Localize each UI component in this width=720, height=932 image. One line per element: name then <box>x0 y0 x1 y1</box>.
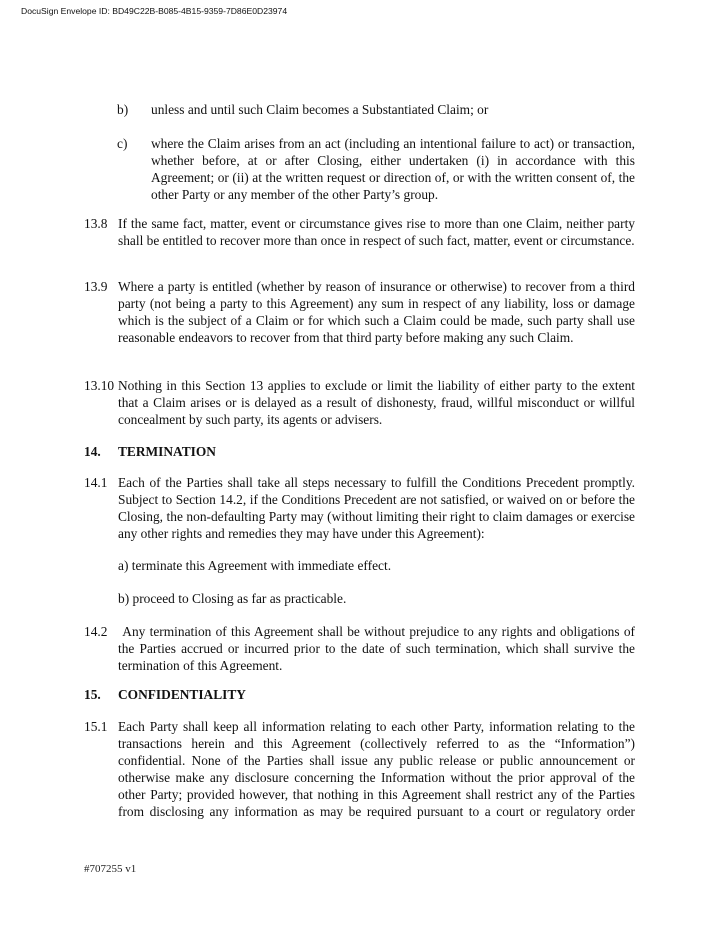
clause-number: 13.10 <box>84 378 115 393</box>
item-label: c) <box>117 136 128 151</box>
clause-13-7-b <box>117 101 635 118</box>
section-heading-confidentiality <box>84 686 246 703</box>
clause-number: 14.1 <box>84 475 108 490</box>
clause-13-9 <box>84 278 635 346</box>
clause-14-1 <box>84 474 635 542</box>
clause-13-8 <box>84 215 635 249</box>
section-number: 15. <box>84 687 101 702</box>
item-text: where the Claim arises from an act (including an intentional failure to act) or transaction, whether before, at or after Closing, either undertaken (i) in accordance with this Agreement; or (ii) at the written request or direction of, or with the written consent of, the other Party or any member of the other Party’s group. <box>151 136 635 202</box>
clause-text: Each Party shall keep all information relating to each other Party, information relating to the transactions herein and this Agreement (collectively referred to as the “Information”) confidential. None of the Parties shall issue any public release or public announcement or otherwise make any disclosure concerning the Information without the prior approval of the other Party; provided however, that nothing in this Agreement shall restrict any of the Parties from disclosing any information as may be required pursuant to a court or regulatory order <box>118 719 635 819</box>
clause-text: Where a party is entitled (whether by reason of insurance or otherwise) to recover from a third party (not being a party to this Agreement) any sum in respect of any liability, loss or damage which is the subject of a Claim or for which such a Claim could be made, such party shall use reasonable endeavors to recover from that third party before making any such Claim. <box>118 279 635 345</box>
section-heading-termination <box>84 443 216 460</box>
document-footer-id: #707255 v1 <box>84 863 137 875</box>
clause-number: 15.1 <box>84 719 108 734</box>
clause-number: 13.8 <box>84 216 108 231</box>
clause-13-10 <box>84 377 635 428</box>
item-label: b) <box>117 102 129 117</box>
clause-text: Any termination of this Agreement shall be without prejudice to any rights and obligations of the Parties accrued or incurred prior to the date of such termination, which shall survive the termination of this Agreement. <box>118 624 639 673</box>
clause-15-1 <box>84 718 635 820</box>
clause-14-1-a: a) terminate this Agreement with immediate effect. <box>118 558 392 573</box>
section-number: 14. <box>84 444 101 459</box>
clause-14-2 <box>84 623 639 674</box>
clause-14-1-b: b) proceed to Closing as far as practicable. <box>118 591 347 606</box>
item-text: unless and until such Claim becomes a Substantiated Claim; or <box>151 102 489 117</box>
clause-13-7-c <box>117 135 635 203</box>
clause-text: Nothing in this Section 13 applies to exclude or limit the liability of either party to the extent that a Claim arises or is delayed as a result of dishonesty, fraud, willful misconduct or willful concealment by such party, its agents or advisers. <box>118 378 635 427</box>
clause-number: 13.9 <box>84 279 108 294</box>
docusign-envelope-id: DocuSign Envelope ID: BD49C22B-B085-4B15-9359-7D86E0D23974 <box>21 6 288 16</box>
clause-text: Each of the Parties shall take all steps necessary to fulfill the Conditions Precedent promptly. Subject to Section 14.2, if the Conditions Precedent are not satisfied, or waived on or before the Closing, the non-defaulting Party may (without limiting their right to claim damages or exercise any other rights and remedies they may have under this Agreement): <box>118 475 635 541</box>
section-title: TERMINATION <box>118 444 216 459</box>
clause-number: 14.2 <box>84 624 108 639</box>
clause-text: If the same fact, matter, event or circumstance gives rise to more than one Claim, neither party shall be entitled to recover more than once in respect of such fact, matter, event or circumstance. <box>118 216 635 248</box>
section-title: CONFIDENTIALITY <box>118 687 246 702</box>
